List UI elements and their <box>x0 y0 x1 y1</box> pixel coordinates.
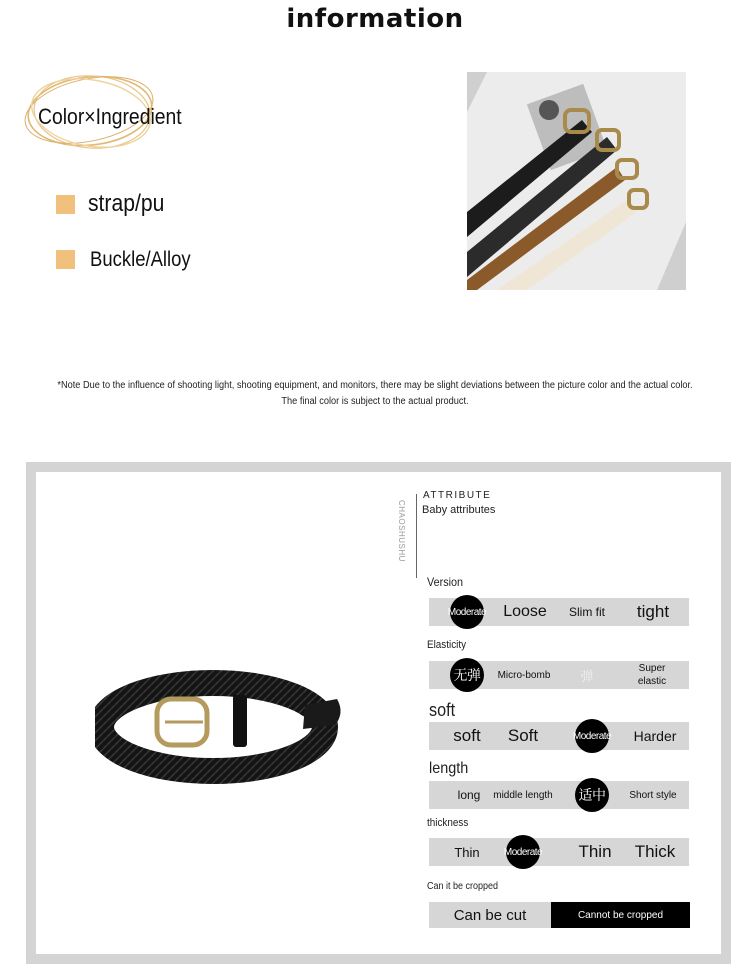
length-option: Short style <box>629 789 677 801</box>
selected-crop-option: Cannot be cropped <box>551 902 690 928</box>
selected-marker: 适中 <box>575 778 609 812</box>
version-label: Version <box>427 575 464 589</box>
elasticity-option: Super elastic <box>637 663 667 687</box>
version-option: Loose <box>503 603 547 620</box>
product-photo <box>467 72 686 290</box>
softness-label: soft <box>429 700 456 720</box>
selected-marker: Moderate <box>450 595 484 629</box>
swatch-icon <box>56 195 75 214</box>
version-scale <box>429 598 689 626</box>
selected-marker: Moderate <box>575 719 609 753</box>
thickness-label: thickness <box>427 817 469 829</box>
length-scale <box>429 781 689 809</box>
materials-heading: Color×Ingredient <box>38 104 182 129</box>
length-option: long <box>457 788 481 802</box>
crop-scale <box>429 902 689 928</box>
material-buckle: Buckle/Alloy <box>90 248 191 271</box>
selected-marker: 无弹 <box>450 658 484 692</box>
version-option: Slim fit <box>569 605 605 619</box>
softness-option: Soft <box>507 726 539 745</box>
crop-option: Can be cut <box>453 906 527 924</box>
softness-scale <box>429 722 689 750</box>
page-title: information <box>286 4 464 34</box>
elasticity-label: Elasticity <box>427 639 467 651</box>
length-option: middle length <box>493 789 553 801</box>
elasticity-option: Micro-bomb <box>497 669 551 681</box>
belt-image <box>95 665 345 785</box>
thickness-scale <box>429 838 689 866</box>
thickness-option: Thin <box>454 844 480 860</box>
attribute-subtitle: Baby attributes <box>422 504 496 516</box>
crop-label: Can it be cropped <box>427 881 499 892</box>
elasticity-option: 弹 <box>580 668 594 684</box>
version-option: tight <box>636 602 670 621</box>
selected-marker: Moderate <box>506 835 540 869</box>
softness-option: soft <box>453 726 481 745</box>
length-label: length <box>429 760 469 777</box>
attribute-title: ATTRIBUTE <box>423 490 492 501</box>
divider <box>416 494 417 578</box>
material-strap: strap/pu <box>88 190 165 217</box>
thickness-option: Thin <box>578 842 612 861</box>
thickness-option: Thick <box>634 842 676 861</box>
elasticity-scale <box>429 661 689 689</box>
color-disclaimer: *Note Due to the influence of shooting light, shooting equipment, and monitors, there may be slight deviations between the picture color and the actual color. The final color is subject to the actual product. <box>57 380 693 407</box>
brand-vertical-text: CHAOSHUSHU <box>397 500 406 562</box>
softness-option: Harder <box>633 728 677 744</box>
swatch-icon <box>56 250 75 269</box>
